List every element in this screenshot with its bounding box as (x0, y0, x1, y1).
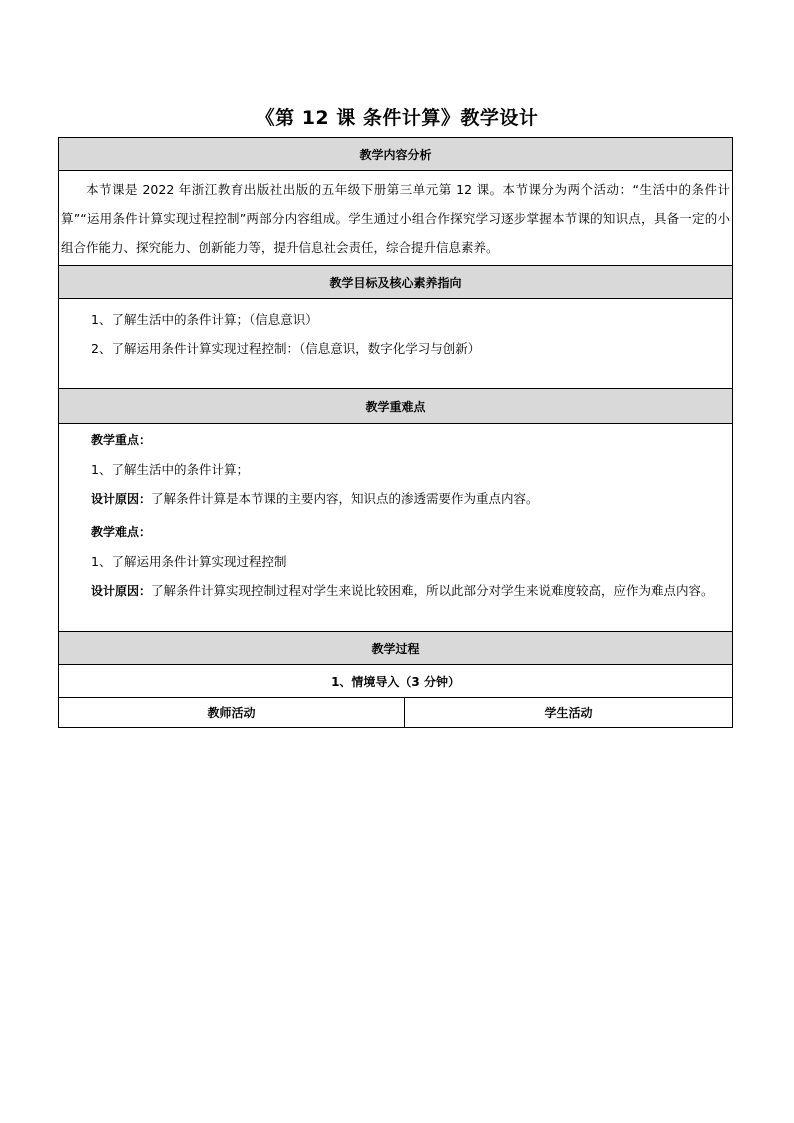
key-point-label: 教学重点： (91, 433, 152, 447)
difficult-point-reason-label: 设计原因： (91, 584, 152, 598)
content-analysis-paragraph: 本节课是 2022 年浙江教育出版社出版的五年级下册第三单元第 12 课。本节课分为两个活动：“生活中的条件计算”“运用条件计算实现过程控制”两部分内容组成。学生通过小组合作探究学习逐步掌握本节课的知识点，具备一定的小组合作能力、探究能力、创新能力等，提升信息社会责任，综合提升信息素养。 (61, 182, 731, 255)
process-header-row (59, 632, 733, 665)
process-step-title: 1、情境导入（3 分钟） (59, 665, 733, 698)
objectives-body-row (59, 299, 733, 389)
content-analysis-body-row (59, 171, 733, 266)
key-points-header: 教学重难点 (59, 389, 733, 424)
content-analysis-header: 教学内容分析 (59, 138, 733, 171)
difficult-point-label: 教学难点： (91, 525, 152, 539)
key-point-reason (59, 484, 732, 514)
key-points-body (59, 424, 733, 632)
content-analysis-body (59, 171, 733, 266)
key-point-reason-text: 了解条件计算是本节课的主要内容，知识点的渗透需要作为重点内容。 (151, 491, 539, 506)
process-step-row (59, 665, 733, 698)
objective-item: 1、了解生活中的条件计算；（信息意识） (91, 312, 318, 327)
key-points-body-row (59, 424, 733, 632)
key-point-item: 1、了解生活中的条件计算； (91, 462, 249, 477)
lesson-plan-table (58, 137, 733, 728)
process-header: 教学过程 (59, 632, 733, 665)
objectives-header-row (59, 266, 733, 299)
teacher-activity-header: 教师活动 (59, 698, 405, 728)
document-title: 《第 12 课 条件计算》教学设计 (255, 107, 539, 129)
content-analysis-header-row (59, 138, 733, 171)
objective-item: 2、了解运用条件计算实现过程控制：（信息意识，数字化学习与创新） (91, 341, 481, 356)
difficult-point-reason (59, 576, 732, 606)
difficult-point-reason-text: 了解条件计算实现控制过程对学生来说比较困难，所以此部分对学生来说难度较高，应作为难点内容。 (151, 583, 714, 598)
student-activity-header: 学生活动 (405, 698, 733, 728)
objectives-body (59, 299, 733, 389)
key-points-header-row (59, 389, 733, 424)
key-point-reason-label: 设计原因： (91, 492, 152, 506)
difficult-point-item: 1、了解运用条件计算实现过程控制 (91, 554, 287, 569)
activity-columns-row (59, 698, 733, 728)
objectives-header: 教学目标及核心素养指向 (59, 266, 733, 299)
